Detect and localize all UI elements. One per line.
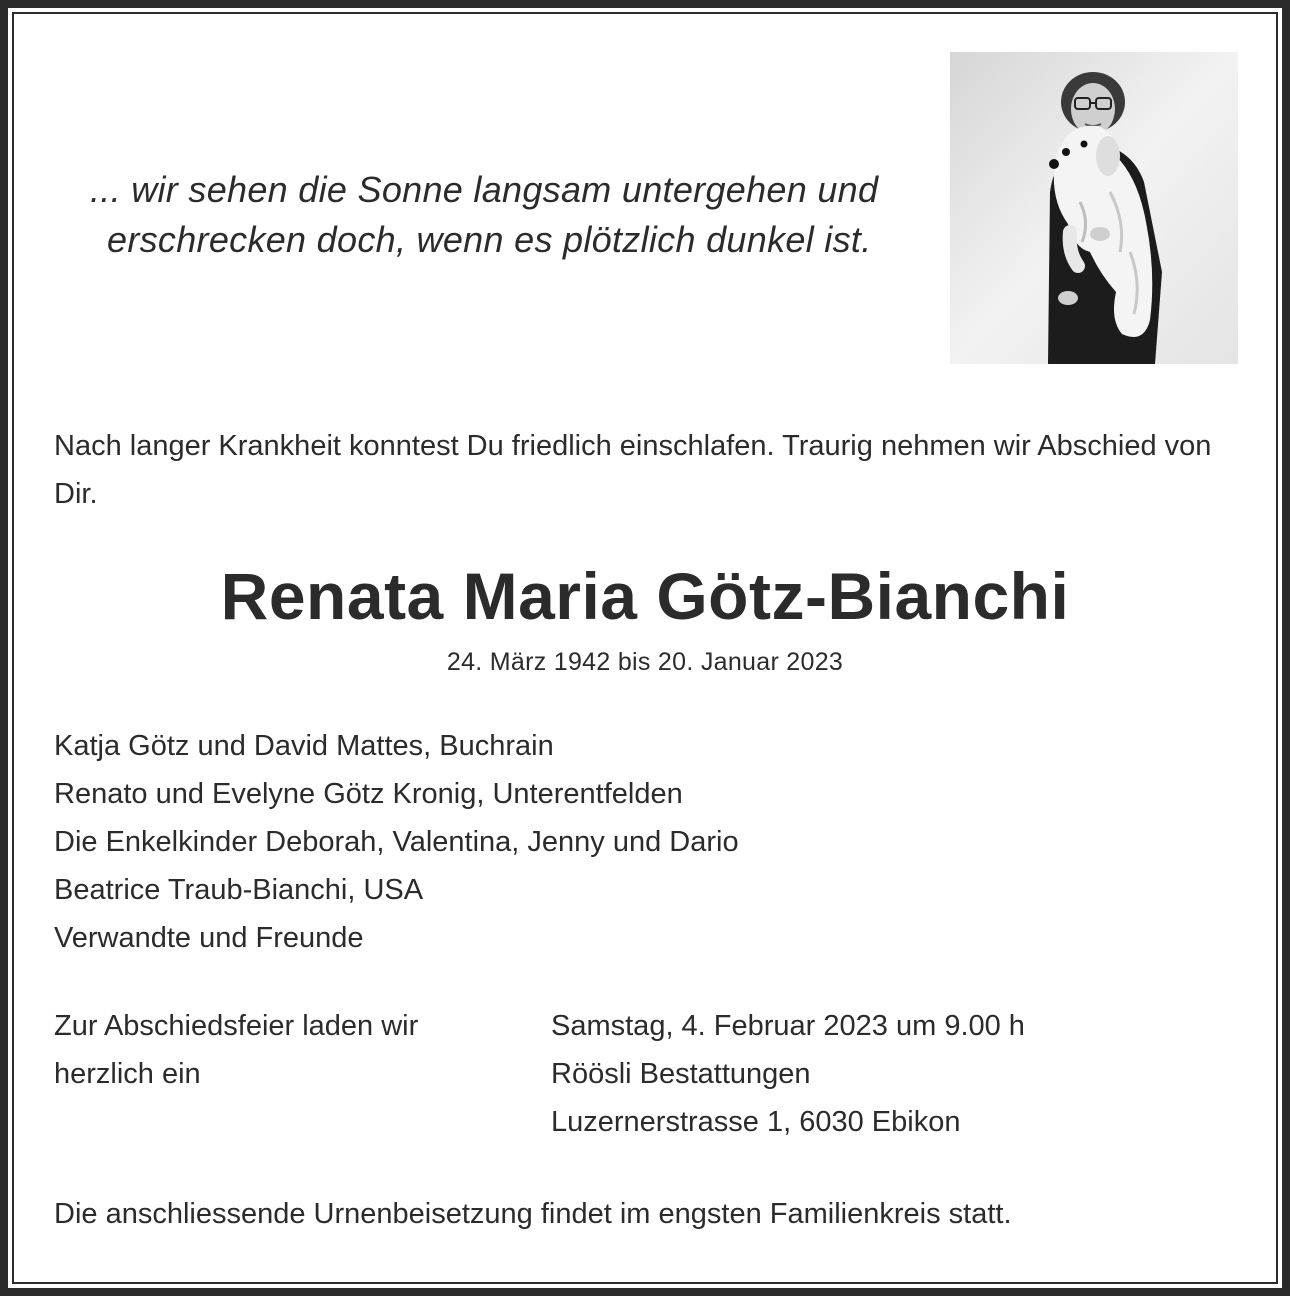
quote-line-1: ... wir sehen die Sonne langsam untergehen und	[90, 169, 879, 210]
portrait-photo-woman-with-dog-icon	[950, 52, 1238, 364]
life-dates: 24. März 1942 bis 20. Januar 2023	[446, 648, 844, 676]
invitation-text: Zur Abschiedsfeier laden wir herzlich ein	[54, 1010, 419, 1090]
intro-text: Nach langer Krankheit konntest Du friedlich einschlafen. Traurig nehmen wir Abschied von Dir.	[54, 430, 1212, 510]
mourner-entry: Die Enkelkinder Deborah, Valentina, Jenny und Dario	[54, 826, 739, 858]
closing-text: Die anschliessende Urnenbeisetzung findet im engsten Familienkreis statt.	[54, 1198, 1012, 1230]
mourner-entry: Verwandte und Freunde	[54, 922, 364, 954]
mourner-entry: Renato und Evelyne Götz Kronig, Unterentfelden	[54, 778, 683, 810]
mourner-entry: Katja Götz und David Mattes, Buchrain	[54, 730, 554, 762]
mourners-list	[54, 722, 1054, 962]
portrait-photo	[950, 52, 1238, 364]
event-datetime: Samstag, 4. Februar 2023 um 9.00 h	[551, 1010, 1025, 1042]
quote-line-2: erschrecken doch, wenn es plötzlich dunkel ist.	[107, 219, 872, 260]
event-address: Luzernerstrasse 1, 6030 Ebikon	[551, 1106, 961, 1138]
memorial-quote	[60, 165, 920, 265]
event-venue: Röösli Bestattungen	[551, 1058, 811, 1090]
mourner-entry: Beatrice Traub-Bianchi, USA	[54, 874, 424, 906]
event-details	[551, 1002, 1201, 1146]
deceased-name: Renata Maria Götz-Bianchi	[220, 559, 1070, 633]
